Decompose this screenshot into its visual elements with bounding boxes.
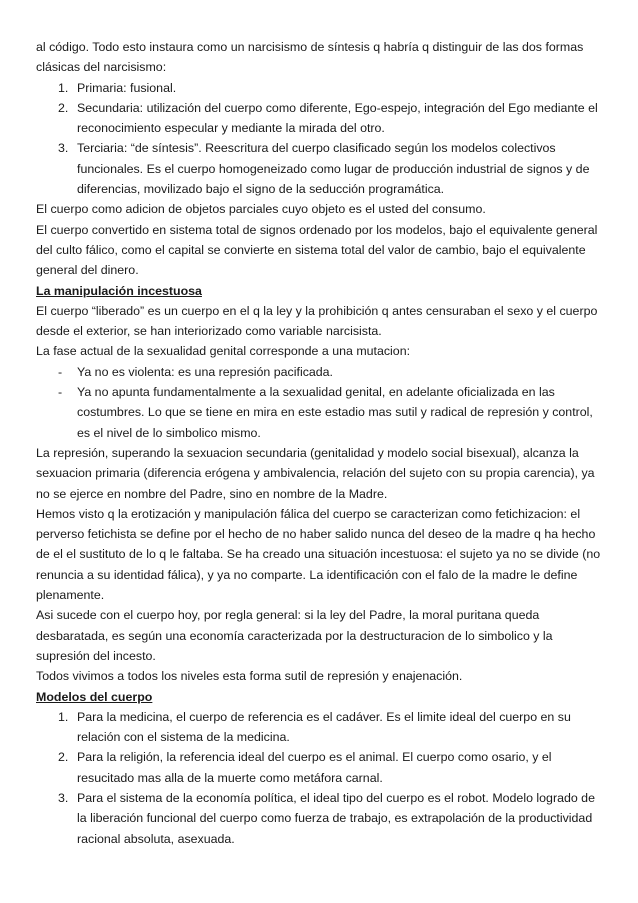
paragraph: La represión, superando la sexuacion secundaria (genitalidad y modelo social bisexual), alcanza la sexuacion primaria (diferencia erógena y ambivalencia, relación del sujeto con su propia carencia), ya no se ejerce en nombre del Padre, sino en nombre de la Madre. (36, 445, 595, 501)
list-item-text: Secundaria: utilización del cuerpo como diferente, Ego-espejo, integración del Ego mediante el reconocimiento especular y mediante la mirada del otro. (77, 100, 598, 136)
list-number: 1. (58, 709, 69, 724)
narcissism-list (36, 78, 602, 200)
paragraph: Todos vivimos a todos los niveles esta forma sutil de represión y enajenación. (36, 669, 463, 684)
list-item-text: Ya no es violenta: es una represión pacificada. (77, 364, 334, 379)
list-item-text: Primaria: fusional. (77, 80, 177, 95)
list-number: 2. (58, 750, 69, 765)
list-item (36, 78, 602, 98)
list-item (36, 747, 602, 788)
list-number: 3. (58, 141, 69, 156)
list-item-text: Terciaria: “de síntesis”. Reescritura del cuerpo clasificado según los modelos colectivos funcionales. Es el cuerpo homogeneizado como lugar de producción industrial de signos y de diferencias, movilizado bajo el signo de la seducción programática. (77, 141, 590, 197)
section-heading-manipulacion: La manipulación incestuosa (36, 283, 202, 298)
list-item (36, 362, 602, 382)
paragraph: La fase actual de la sexualidad genital corresponde a una mutacion: (36, 344, 411, 359)
list-item (36, 788, 602, 849)
paragraph: Asi sucede con el cuerpo hoy, por regla general: si la ley del Padre, la moral puritana queda desbaratada, es según una economía caracterizada por la destructuracion de lo simbolico y la supresión del incesto. (36, 608, 553, 663)
document-page (36, 37, 602, 849)
list-item-text: Para el sistema de la economía política, el ideal tipo del cuerpo es el robot. Modelo logrado de la liberación funcional del cuerpo como fuerza de trabajo, es extrapolación de la productividad racional absoluta, asexuada. (77, 790, 595, 846)
list-item-text: Para la medicina, el cuerpo de referencia es el cadáver. Es el limite ideal del cuerpo en su relación con el sistema de la medicina. (77, 709, 571, 745)
paragraph: El cuerpo “liberado” es un cuerpo en el q la ley y la prohibición q antes censuraban el sexo y el cuerpo desde el exterior, se han interiorizado como variable narcisista. (36, 303, 598, 339)
list-number: 2. (58, 100, 69, 115)
list-item (36, 382, 602, 443)
paragraph: El cuerpo convertido en sistema total de signos ordenado por los modelos, bajo el equivalente general del culto fálico, como el capital se convierte en sistema total del valor de cambio, bajo el equivalente general del dinero. (36, 222, 598, 278)
list-item (36, 98, 602, 139)
list-item-text: Ya no apunta fundamentalmente a la sexualidad genital, en adelante oficializada en las costumbres. Lo que se tiene en mira en este estadio mas sutil y radical de represión y control, es el nivel de lo simbolico mismo. (77, 385, 593, 440)
mutation-list (36, 362, 602, 443)
body-models-list (36, 707, 602, 849)
dash-bullet: - (58, 364, 63, 379)
section-heading-modelos: Modelos del cuerpo (36, 689, 153, 704)
list-number: 1. (58, 80, 69, 95)
list-item-text: Para la religión, la referencia ideal del cuerpo es el animal. El cuerpo como osario, y el resucitado mas alla de la muerte como metáfora carnal. (77, 750, 552, 785)
paragraph-intro: al código. Todo esto instaura como un narcisismo de síntesis q habría q distinguir de las dos formas clásicas del narcisismo: (36, 40, 584, 75)
paragraph: El cuerpo como adicion de objetos parciales cuyo objeto es el usted del consumo. (36, 202, 486, 217)
dash-bullet: - (58, 385, 63, 400)
list-item (36, 138, 602, 199)
list-number: 3. (58, 790, 69, 805)
list-item (36, 707, 602, 748)
paragraph: Hemos visto q la erotización y manipulación fálica del cuerpo se caracterizan como fetichizacion: el perverso fetichista se define por el hecho de no haber salido nunca del deseo de la madre q ha hecho de el el sustituto de lo q le faltaba. Se ha creado una situación incestuosa: el sujeto ya no se divide (no renuncia a su identidad fálica), y ya no comparte. La identificación con el falo de la madre le define plenamente. (36, 506, 601, 603)
